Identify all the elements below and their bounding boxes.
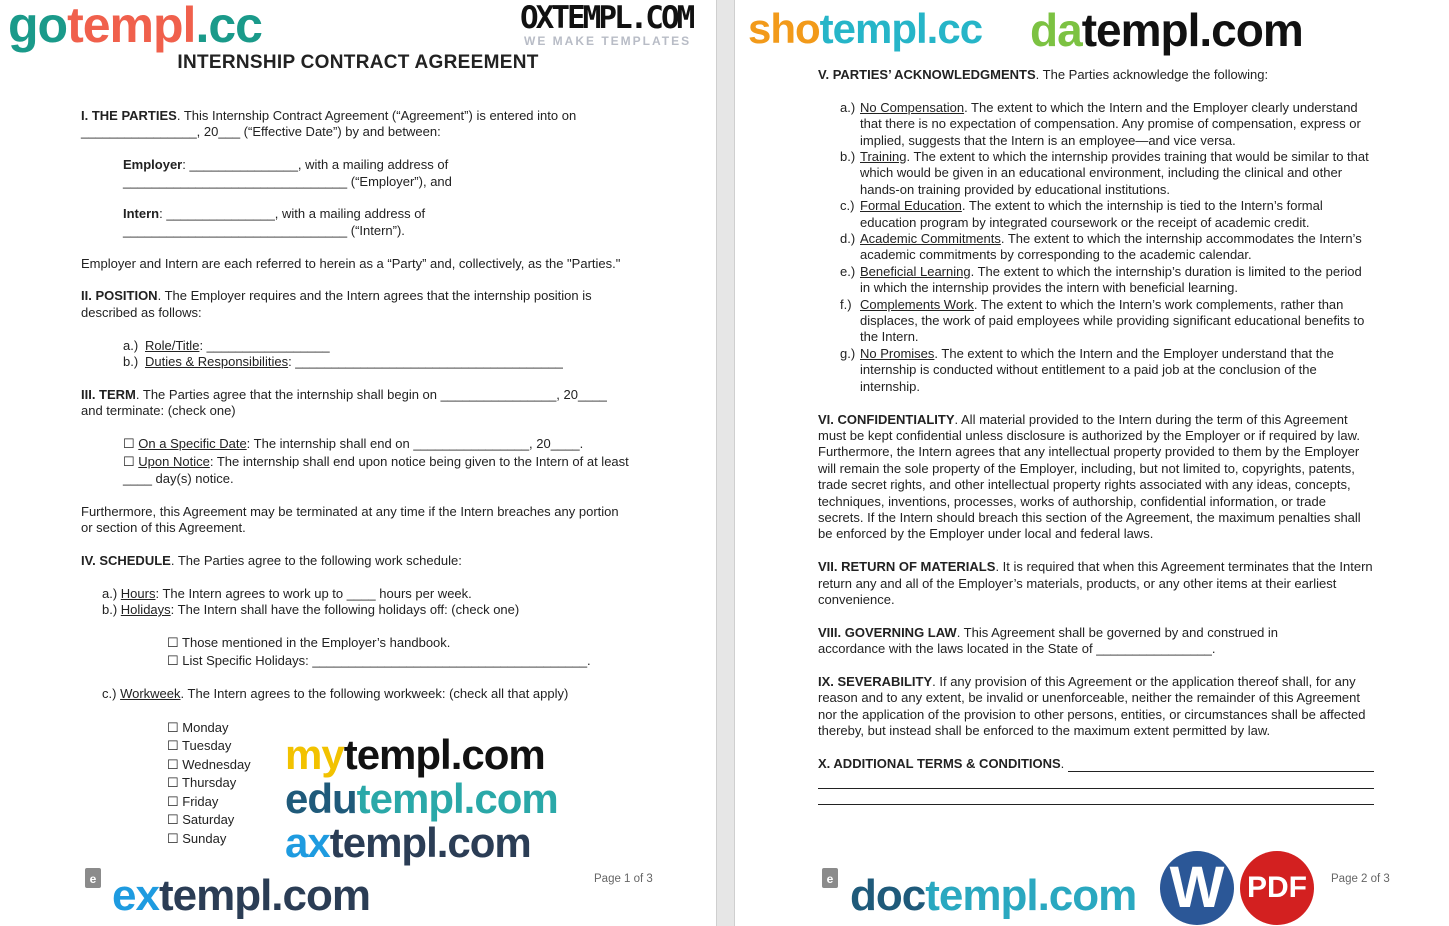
section-heading: X. ADDITIONAL TERMS & CONDITIONS (818, 755, 1061, 771)
watermark-datempl: datempl.com (1030, 4, 1303, 56)
item-label: e.) (840, 263, 856, 279)
day-checkbox-saturday[interactable]: ☐ Saturday (167, 812, 235, 828)
document-icon: e (822, 868, 838, 888)
ack-item (818, 264, 1374, 297)
word-download-badge[interactable]: W (1160, 851, 1234, 925)
section-heading: VI. CONFIDENTIALITY (818, 411, 955, 427)
option-term: Upon Notice (138, 454, 210, 470)
item-text: . The extent to which the internship accommodates the Intern’s academic commitments by corresponding to the academic calendar. (860, 231, 1362, 263)
item-label: c.) (102, 686, 117, 702)
item-term: Holidays (120, 602, 171, 618)
item-term: Complements Work (860, 296, 974, 312)
page-2-body (818, 67, 1374, 805)
item-term: Beneficial Learning (860, 263, 971, 279)
further-text: Furthermore, this Agreement may be terminated at any time if the Intern breaches any portion or section of this Agreement. (81, 503, 619, 536)
checkbox[interactable]: ☐ (123, 436, 135, 452)
option-text: : The internship shall end on ________________, 20____. (246, 436, 584, 452)
day-checkbox-monday[interactable]: ☐ Monday (167, 719, 229, 735)
document-title: INTERNSHIP CONTRACT AGREEMENT (177, 52, 539, 73)
item-text: : The Intern shall have the following holidays off: (check one) (170, 602, 520, 618)
item-term: Formal Education (860, 198, 962, 214)
watermark-gotempl: gotempl.cc (8, 0, 262, 53)
item-text: : The Intern agrees to work up to ____ hours per week. (155, 585, 472, 601)
ack-item (818, 231, 1374, 264)
section-text: . It is required that when this Agreement terminates that the Intern return any and all of the Employer’s materials, products, or any other items at their earliest convenience. (818, 559, 1373, 607)
document-icon: e (85, 868, 101, 888)
item-term: Duties & Responsibilities (145, 354, 289, 370)
term-option-upon-notice[interactable] (123, 454, 635, 487)
position-item (123, 354, 641, 370)
schedule-hours (102, 586, 641, 602)
item-label: g.) (840, 345, 856, 361)
item-label: a.) (102, 585, 118, 601)
watermark-oxtempl-tagline: WE MAKE TEMPLATES (524, 34, 692, 48)
item-label: b.) (840, 149, 856, 165)
item-label: a.) (123, 337, 139, 353)
section-acknowledgments (818, 67, 1374, 83)
section-confidentiality (818, 412, 1374, 543)
item-label: c.) (840, 198, 855, 214)
page-number: Page 2 of 3 (1331, 873, 1390, 885)
section-heading: V. PARTIES’ ACKNOWLEDGMENTS (818, 67, 1036, 82)
watermark-extempl: extempl.com (112, 871, 370, 920)
item-term: No Promises (860, 345, 935, 361)
section-text: . (1060, 755, 1065, 771)
item-text: . The extent to which the Intern and the Employer clearly understand that there is no expectation of compensation. Any promise of compensation, express or implied, suggests that the Intern is an employee—and vice versa. (860, 99, 1361, 148)
item-term: Academic Commitments (860, 231, 1001, 247)
blank-line[interactable] (818, 772, 1374, 788)
employer-label: Employer (123, 157, 183, 173)
watermark-doctempl: doctempl.com (850, 871, 1137, 920)
page-gap-divider (716, 0, 735, 926)
holiday-option-specific[interactable]: ☐ List Specific Holidays: ______________________________________. (167, 653, 591, 669)
item-label: d.) (840, 231, 856, 247)
item-label: b.) (102, 602, 118, 618)
intern-label: Intern (123, 206, 160, 222)
item-text: : _________________ (199, 337, 330, 353)
item-text: . The extent to which the internship is tied to the Intern’s formal education program by integrated coursework or the receipt of academic credit. (860, 198, 1323, 230)
section-text: . All material provided to the Intern during the term of this Agreement must be kept confidential unless disclosure is authorized by the Employer or if required by law. Furthermore, the Intern agrees that any intellectual property provided to them by the Employer will remain the sole property of the Employer, including, but not limited to, copyrights, patents, trade secret rights, and other intellectual property rights associated with any ideas, concepts, techniques, inventions, processes, works of authorship, confidential information, or trade secrets. If the Intern should breach this section of the Agreement, the maximum penalties shall be enforced by the Employer under local and federal laws. (818, 411, 1361, 542)
section-return-of-materials (818, 559, 1374, 608)
section-text: . This Internship Contract Agreement (“Agreement”) is entered into on ________________, 20___ (“Effective Date”) by and between: (81, 108, 577, 140)
parties-collective: Employer and Intern are each referred to herein as a “Party” and, collectively, as the "Parties." (81, 255, 621, 271)
schedule-holidays (102, 602, 641, 618)
holiday-option-handbook[interactable]: ☐ Those mentioned in the Employer’s handbook. (167, 634, 451, 650)
intern-line-1: : _______________, with a mailing address of (159, 206, 426, 222)
watermark-shotempl: shotempl.cc (748, 5, 983, 52)
item-term: Role/Title (145, 337, 200, 353)
section-text: . This Agreement shall be governed by and construed in accordance with the laws located in the State of ________________. (818, 624, 1279, 657)
blank-line[interactable] (1068, 757, 1374, 772)
section-severability (818, 674, 1374, 740)
schedule-workweek (102, 686, 641, 702)
ack-item (818, 100, 1374, 149)
section-position (81, 288, 641, 321)
blank-line[interactable] (818, 789, 1374, 805)
section-term (81, 387, 621, 420)
watermark-axtempl: axtempl.com (285, 819, 531, 866)
section-heading: IV. SCHEDULE (81, 552, 171, 568)
watermark-edutempl: edutempl.com (285, 775, 558, 822)
section-text: . The Parties agree that the internship shall begin on ________________, 20____ and terminate: (check one) (81, 386, 607, 419)
section-schedule (81, 553, 641, 569)
intern-block (123, 206, 641, 239)
pdf-download-badge[interactable]: PDF (1240, 851, 1314, 925)
section-heading: VIII. GOVERNING LAW (818, 624, 957, 640)
employer-line-2: _______________________________ (“Employer”), and (123, 173, 452, 189)
watermark-mytempl: mytempl.com (285, 731, 545, 778)
ack-item (818, 149, 1374, 198)
item-label: a.) (840, 99, 856, 115)
section-additional-terms (818, 756, 1374, 772)
option-text: : The internship shall end upon notice being given to the Intern of at least ____ day(s) notice. (123, 454, 629, 486)
item-label: b.) (123, 354, 139, 370)
section-text: . The Employer requires and the Intern agrees that the internship position is described as follows: (81, 288, 592, 320)
day-checkbox-tuesday[interactable]: ☐ Tuesday (167, 738, 232, 754)
item-term: No Compensation (860, 99, 965, 115)
section-heading: III. TERM (81, 386, 136, 402)
section-heading: VII. RETURN OF MATERIALS (818, 559, 996, 575)
position-item (123, 338, 641, 354)
section-heading: I. THE PARTIES (81, 108, 177, 123)
item-term: Training (860, 149, 907, 165)
day-checkbox-thursday[interactable]: ☐ Thursday (167, 775, 237, 791)
page-number: Page 1 of 3 (594, 873, 653, 885)
item-text: . The extent to which the Intern’s work complements, rather than displaces, the work of paid employees while providing significant educational benefits to the Intern. (860, 296, 1365, 345)
item-term: Hours (120, 585, 156, 601)
ack-item (818, 198, 1374, 231)
option-term: On a Specific Date (138, 436, 247, 452)
section-governing-law (818, 625, 1338, 658)
section-text: . If any provision of this Agreement or the application thereof shall, for any reason and to any extent, be invalid or unenforceable, neither the remainder of this Agreement nor the application of the provision to other persons, entities, or circumstances shall be affected thereby, but instead shall be enforced to the maximum extent permitted by law. (818, 673, 1366, 739)
item-text: . The extent to which the Intern and the Employer understand that the internship is conducted without entitlement to a paid job at the conclusion of the internship. (860, 345, 1334, 394)
document-page-2 (735, 0, 1449, 926)
item-label: f.) (840, 296, 852, 312)
section-heading: II. POSITION (81, 288, 158, 304)
item-text: . The extent to which the internship provides training that would be similar to that which would be given in an educational environment, including the clinical and other hands-on training provided by educational institutions. (860, 149, 1369, 197)
section-heading: IX. SEVERABILITY (818, 673, 933, 689)
watermark-oxtempl: OXTEMPL.COM (520, 0, 693, 36)
employer-line-1: : _______________, with a mailing address of (182, 157, 449, 173)
day-checkbox-friday[interactable]: ☐ Friday (167, 793, 219, 809)
day-checkbox-sunday[interactable]: ☐ Sunday (167, 830, 227, 846)
item-term: Workweek (120, 686, 181, 702)
section-text: . The Parties acknowledge the following: (1035, 67, 1269, 82)
item-text: . The Intern agrees to the following workweek: (check all that apply) (180, 686, 569, 702)
section-parties (81, 108, 641, 141)
item-text: : _____________________________________ (288, 354, 563, 370)
ack-item (818, 297, 1374, 346)
employer-block (123, 157, 641, 190)
checkbox[interactable]: ☐ (123, 454, 135, 470)
section-text: . The Parties agree to the following work schedule: (170, 552, 462, 568)
day-checkbox-wednesday[interactable]: ☐ Wednesday (167, 756, 251, 772)
ack-item (818, 346, 1374, 395)
intern-line-2: _______________________________ (“Intern”). (123, 222, 405, 238)
term-option-specific-date[interactable] (123, 436, 641, 452)
item-text: . The extent to which the internship’s duration is limited to the period in which the internship provides the intern with beneficial learning. (860, 263, 1362, 296)
